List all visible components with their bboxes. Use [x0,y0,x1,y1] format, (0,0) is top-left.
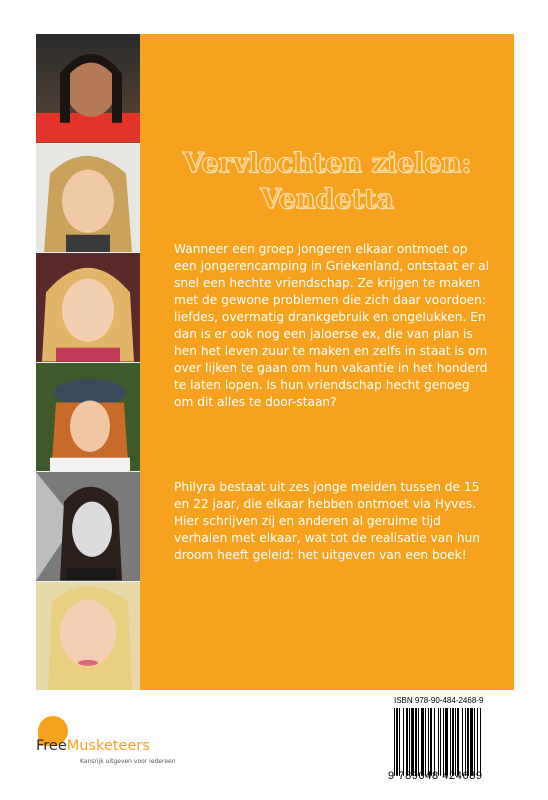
authors-paragraph: Philyra bestaat uit zes jonge meiden tussen de 15 en 22 jaar, die elkaar hebben ontmoet via Hyves. Hier schrijven zij en anderen al geruime tijd verhalen met elkaar, wat tot de realisatie van hun droom heeft geleid: het uitgeven van een boek! [174,480,481,562]
isbn-digits: 9 789048 424689 [388,770,483,782]
publisher-logo [36,716,176,776]
blurb-paragraph: Wanneer een groep jongeren elkaar ontmoet op een jongerencamping in Griekenland, ontstaat er al snel een hechte vriendschap. Ze krijgen te maken met de gewone problemen die zich daar voordoen: liefdes, overmatig drankgebruik en ongelukken. En dan is er ook nog een jaloerse ex, die van plan is hen het leven zuur te maken en zelfs in staat is om over lijken te gaan om hun vakantie in het honderd te laten lopen. Is hun vriendschap hecht genoeg om dit alles te door-staan? [174,242,490,409]
publisher-name-part-1: Free [36,738,67,754]
book-title [140,146,514,218]
publisher-name [36,738,150,754]
book-title-line-2: Vendetta [260,184,394,215]
author-photo-1 [36,34,140,144]
author-photo-3 [36,253,140,363]
publisher-name-part-2: Musketeers [66,738,150,754]
isbn-label: ISBN 978-90-484-2468-9 [394,696,484,705]
publisher-tagline: Kansrijk uitgeven voor iedereen [80,758,176,765]
isbn-barcode-block [388,696,512,792]
author-photo-2 [36,144,140,254]
author-photo-6 [36,582,140,691]
book-title-line-1: Vervlochten zielen: [182,148,472,179]
author-photo-5 [36,472,140,582]
author-photo-strip [36,34,140,690]
barcode-icon [392,708,510,778]
author-photo-4 [36,363,140,473]
